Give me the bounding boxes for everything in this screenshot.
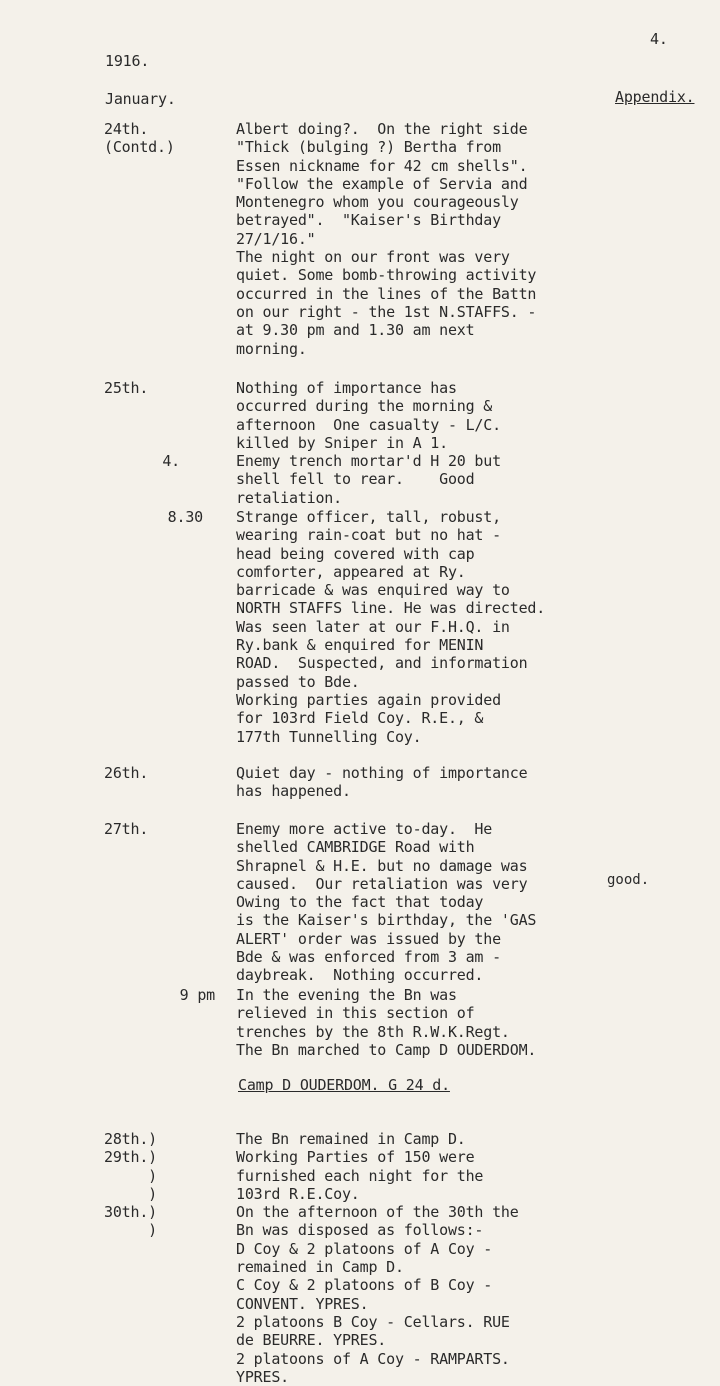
entry-text: In the evening the Bn was relieved in this section of trenches by the 8th R.W.K.Regt. The Bn marched to Camp D OUDERDOM.	[236, 986, 537, 1059]
entry-date: 28th.) 29th.) ) ) 30th.) )	[104, 1130, 157, 1240]
appendix-label: Appendix.	[615, 88, 695, 106]
section-heading: Camp D OUDERDOM. G 24 d.	[238, 1076, 450, 1094]
entry-text: Albert doing?. On the right side "Thick (bulging ?) Bertha from Essen nickname for 42 cm shells". "Follow the example of Servia and Montenegro whom you courageously betrayed". "Kaiser's Birthday 27/1/16." The night on our front was very quiet. Some bomb-throwing activity occurred in the lines of the Battn on our right - the 1st N.STAFFS. - at 9.30 pm and 1.30 am next morning.	[236, 120, 537, 358]
entry-date: 24th. (Contd.)	[104, 120, 175, 157]
entry-time: 8.30	[167, 508, 203, 526]
entry-time: 9 pm	[179, 986, 215, 1004]
entry-text: Strange officer, tall, robust, wearing rain-coat but no hat - head being covered with cap comforter, appeared at Ry. barricade & was enquired way to NORTH STAFFS line. He was directed. Was seen later at our F.H.Q. in Ry.bank & enquired for MENIN ROAD. Suspected, and information passed to Bde. Working parties again provided for 103rd Field Coy. R.E., & 177th Tunnelling Coy.	[236, 508, 546, 746]
entry-text: Enemy more active to-day. He shelled CAMBRIDGE Road with Shrapnel & H.E. but no damage was caused. Our retaliation was very Owing to the fact that today is the Kaiser's birthday, the 'GAS ALERT' order was issued by the Bde & was enforced from 3 am - daybreak. Nothing occurred.	[236, 820, 537, 985]
entry-text: Enemy trench mortar'd H 20 but shell fell to rear. Good retaliation.	[236, 452, 501, 507]
entry-text: Nothing of importance has occurred during the morning & afternoon One casualty - L/C. killed by Sniper in A 1.	[236, 379, 501, 452]
entry-text: The Bn remained in Camp D. Working Parties of 150 were furnished each night for the 103rd R.E.Coy. On the afternoon of the 30th the Bn was disposed as follows:- D Coy & 2 platoons of A Coy - remained in Camp D. C Coy & 2 platoons of B Coy - CONVENT. YPRES. 2 platoons B Coy - Cellars. RUE de BEURRE. YPRES. 2 platoons of A Coy - RAMPARTS. YPRES.	[236, 1130, 519, 1386]
entry-date: 26th.	[104, 764, 149, 782]
entry-date: 25th.	[104, 379, 149, 397]
entry-text: Quiet day - nothing of importance has happened.	[236, 764, 528, 801]
year: 1916.	[105, 52, 150, 70]
month: January.	[105, 90, 176, 108]
handwritten-addition: good.	[607, 872, 650, 888]
page-number: 4.	[650, 30, 668, 48]
entry-time: 4.	[162, 452, 180, 470]
entry-date: 27th.	[104, 820, 149, 838]
